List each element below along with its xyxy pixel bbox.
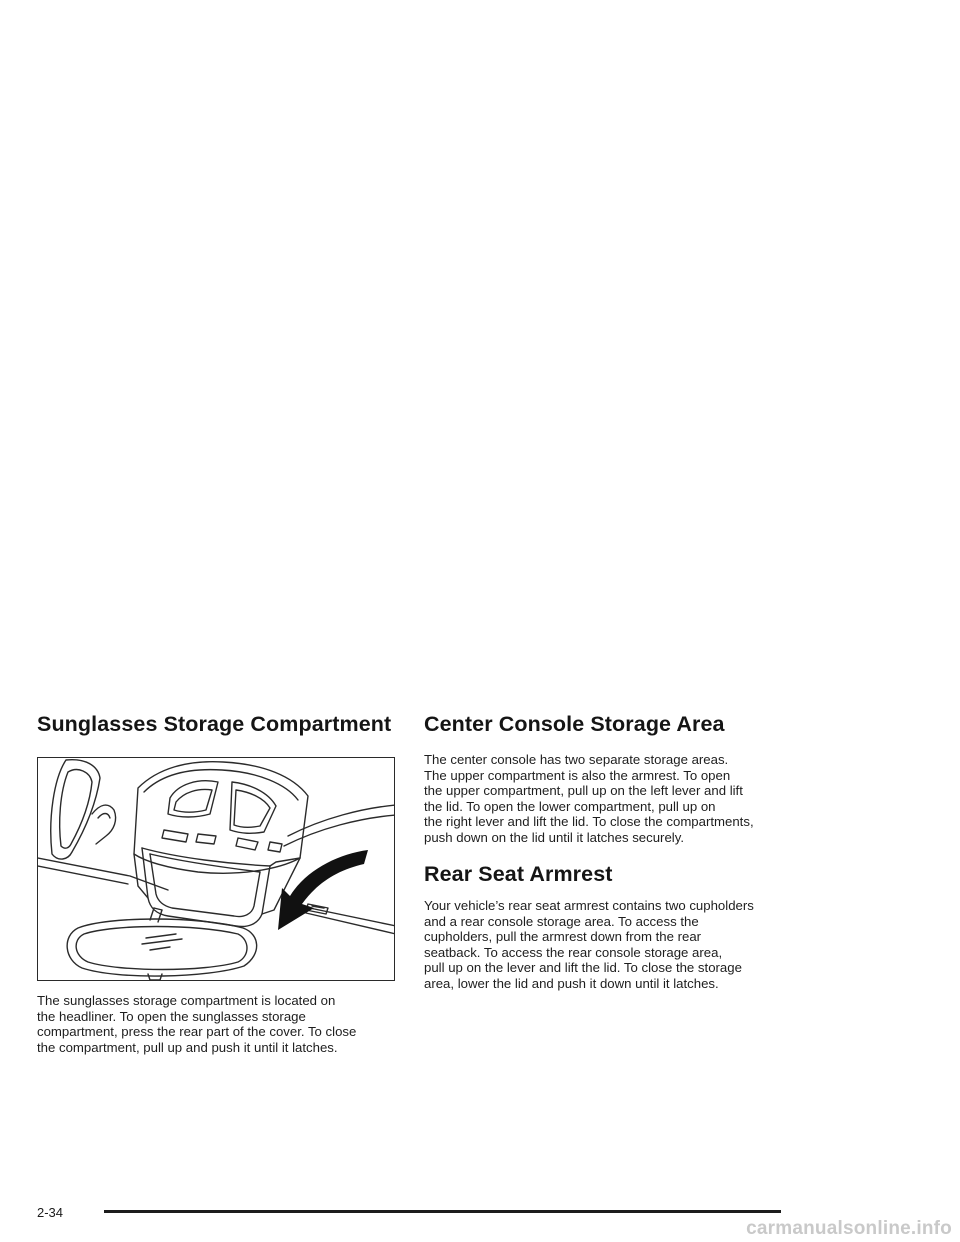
footer-divider bbox=[104, 1210, 781, 1213]
center-console-paragraph: The center console has two separate storage areas. The upper compartment is also the armrest. To open the upper compartment, pull up on the left lever and lift the lid. To open the lower compartment, pull up on the right lever and lift the lid. To close the compartments, push down on the lid until it latches securely. bbox=[424, 752, 754, 845]
rear-armrest-heading: Rear Seat Armrest bbox=[424, 862, 613, 886]
page-number: 2-34 bbox=[37, 1205, 64, 1220]
sunglasses-heading: Sunglasses Storage Compartment bbox=[37, 712, 392, 736]
rear-armrest-paragraph: Your vehicle’s rear seat armrest contains two cupholders and a rear console storage area. To access the cupholders, pull the armrest down from the rear seatback. To access the rear console storage area, pull up on the lever and lift the lid. To close the storage area, lower the lid and push it down until it latches. bbox=[424, 898, 754, 991]
rear-armrest-text-block bbox=[424, 898, 799, 992]
sunglasses-text-block bbox=[37, 993, 407, 1055]
sunglasses-compartment-illustration bbox=[37, 757, 395, 981]
watermark-text: carmanualsonline.info bbox=[746, 1218, 952, 1239]
sunglasses-section bbox=[37, 712, 399, 737]
center-console-heading: Center Console Storage Area bbox=[424, 712, 725, 736]
sunglasses-paragraph: The sunglasses storage compartment is located on the headliner. To open the sunglasses storage compartment, press the rear part of the cover. To close the compartment, pull up and push it until it latches. bbox=[37, 993, 357, 1055]
rear-armrest-section bbox=[424, 862, 794, 887]
center-console-section bbox=[424, 712, 794, 737]
center-console-text-block bbox=[424, 752, 799, 846]
